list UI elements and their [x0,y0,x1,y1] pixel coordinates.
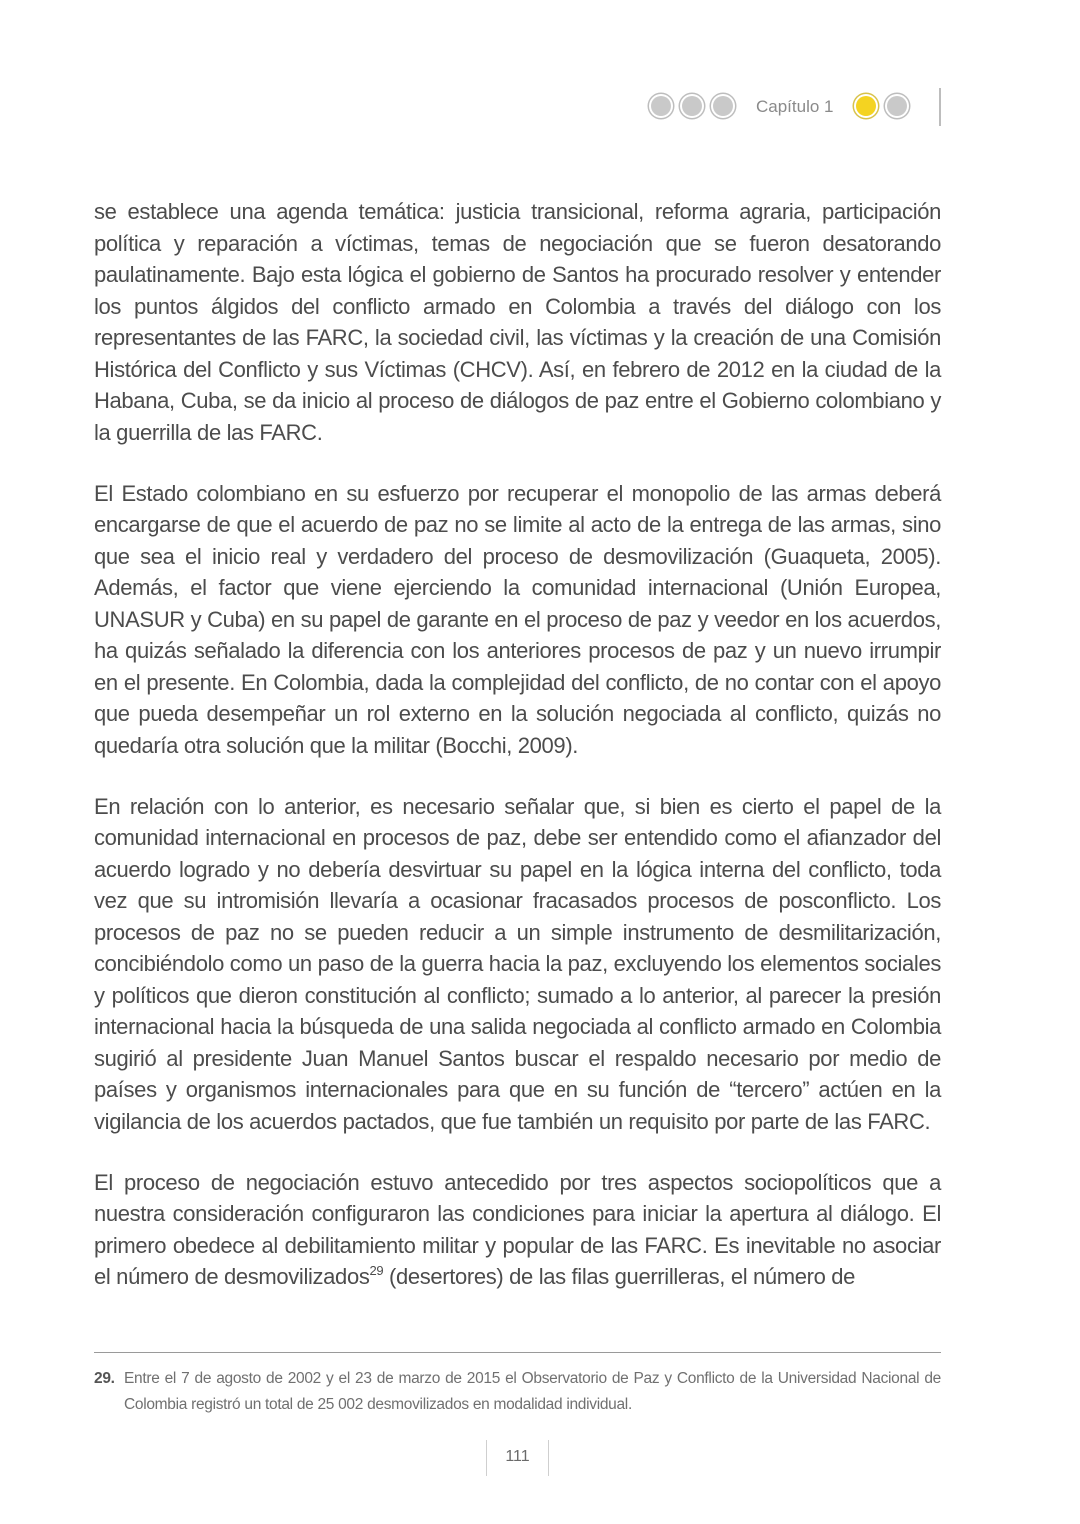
chapter-indicator-dot [651,96,671,116]
footnote-divider [94,1352,941,1353]
running-header [0,92,1080,132]
paragraph: El Estado colombiano en su esfuerzo por recuperar el monopolio de las armas deberá encargarse de que el acuerdo de paz no se limite al acto de la entrega de las armas, sino que sea el inicio real y verdadero del proceso de desmovilización (Guaqueta, 2005). Además, el factor que viene ejerciendo la comunidad internacional (Unión Europea, UNASUR y Cuba) en su papel de garante en el proceso de paz y veedor en los acuerdos, ha quizás señalado la diferencia con los anteriores procesos de paz y un nuevo irrumpir en el presente. En Colombia, dada la complejidad del conflicto, de no contar con el apoyo que pueda desempeñar un rol externo en la solución negociada al conflicto, quizás no quedaría otra solución que la militar (Bocchi, 2009). [94,480,941,758]
chapter-indicator-dot-active [856,96,876,116]
paragraph: En relación con lo anterior, es necesario señalar que, si bien es cierto el papel de la comunidad internacional en procesos de paz, debe ser entendido como el afianzador del acuerdo logrado y no debería desvirtuar su papel en la lógica interna del conflicto, toda vez que su intromisión llevaría a ocasionar fracasados procesos de posconflicto. Los procesos de paz no se pueden reducir a un simple instrumento de desmilitarización, concibiéndolo como un paso de la guerra hacia la paz, excluyendo los elementos sociales y políticos que dieron constitución al conflicto; sumado a lo anterior, al parecer la presión internacional hacia la búsqueda de una salida negociada al conflicto armado en Colombia sugirió al presidente Juan Manuel Santos buscar el respaldo necesario por medio de países y organismos internacionales para que en su función de “tercero” actúen en la vigilancia de los acuerdos pactados, que fue también un requisito por parte de las FARC. [94,793,941,1134]
footnote-reference[interactable]: 29 [369,1263,384,1278]
paragraph [94,1167,941,1293]
header-divider [939,88,941,126]
page-number-box [486,1440,549,1476]
body-text [94,196,941,1322]
page-number-divider [548,1440,549,1476]
chapter-label: Capítulo 1 [756,97,834,116]
chapter-indicator-dot [682,96,702,116]
footnote-number: 29. [94,1370,115,1387]
footnote-text: Entre el 7 de agosto de 2002 y el 23 de marzo de 2015 el Observatorio de Paz y Conflicto de la Universidad Nacional de Colombia registró un total de 25 002 desmovilizados en modalidad individual. [124,1370,941,1413]
paragraph: se establece una agenda temática: justicia transicional, reforma agraria, participación política y reparación a víctimas, temas de negociación que se fueron desatorando paulatinamente. Bajo esta lógica el gobierno de Santos ha procurado resolver y entender los puntos álgidos del conflicto armado en Colombia a través del diálogo con los representantes de las FARC, la sociedad civil, las víctimas y la creación de una Comisión Histórica del Conflicto y sus Víctimas (CHCV). Así, en febrero de 2012 en la ciudad de la Habana, Cuba, se da inicio al proceso de diálogos de paz entre el Gobierno colombiano y la guerrilla de las FARC. [94,199,941,445]
paragraph-text: El proceso de negociación estuvo antecedido por tres aspectos sociopolíticos que a nuestra consideración configuraron las condiciones para iniciar la apertura al diálogo. El primero obedece al debilitamiento militar y popular de las FARC. Es inevitable no asociar el número de desmovilizados [94,1169,941,1289]
footnote [94,1366,941,1418]
page-number: 111 [505,1448,530,1465]
chapter-indicator-dot [713,96,733,116]
paragraph-text: (desertores) de las filas guerrilleras, el número de [383,1264,856,1289]
chapter-indicator-dot [887,96,907,116]
